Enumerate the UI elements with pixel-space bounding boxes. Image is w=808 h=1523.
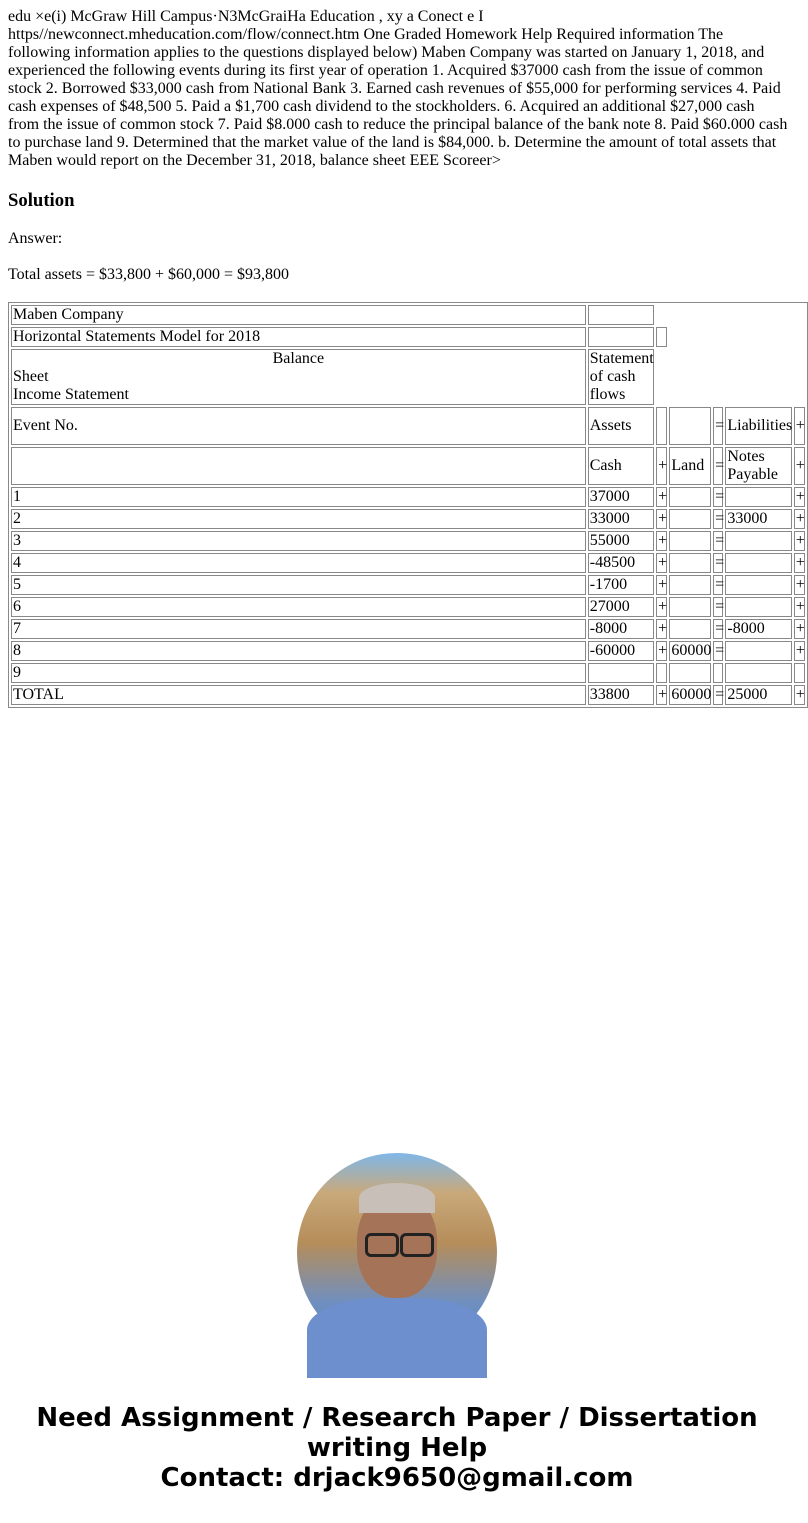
equals-sign: = (713, 447, 723, 485)
sheet-label: Sheet (13, 368, 49, 385)
liabilities-header: Liabilities (725, 407, 791, 445)
table-row (11, 685, 805, 705)
cell-notes-payable: 33000 (725, 509, 791, 529)
cell-notes-payable (725, 487, 791, 507)
cell-plus (794, 663, 805, 683)
cell-plus: + (658, 642, 668, 659)
cell-land (669, 597, 711, 617)
content (8, 8, 805, 708)
cell-cash: 37000 (588, 487, 654, 507)
cell-event-no: 4 (11, 553, 586, 573)
cell-plus: + (658, 686, 668, 703)
table-row (11, 487, 805, 507)
question-text: edu ×e(i) McGraw Hill Campus·N3McGraiHa Education , xy a Conect e I https//newconnect.mheducation.com/flow/connect.htm One Graded Homework Help Required information The following information applies to the questions displayed below) Maben Company was started on January 1, 2018, and experienced the following events during its first year of operation 1. Acquired $37000 cash from the issue of common stock 2. Borrowed $33,000 cash from National Bank 3. Earned cash revenues of $55,000 for performing services 4. Paid cash expenses of $48,500 5. Paid a $1,700 cash dividend to the stockholders. 6. Acquired an additional $27,000 cash from the issue of common stock 7. Paid $8.000 cash to reduce the principal balance of the bank note 8. Paid $60.000 cash to purchase land 9. Determined that the market value of the land is $84,000. b. Determine the amount of total assets that Maben would report on the December 31, 2018, balance sheet EEE Scoreer> (8, 8, 788, 169)
land-header: Land (669, 447, 711, 485)
cell-cash: -8000 (588, 619, 654, 639)
cell-equals: = (715, 554, 725, 571)
cell-plus: + (795, 532, 805, 549)
table-row (11, 509, 805, 529)
cell-notes-payable (725, 575, 791, 595)
cashflow-cell: Statement of cash flows (589, 350, 654, 403)
author-photo (297, 1153, 497, 1353)
cell-event-no: 8 (11, 641, 586, 661)
cell-plus: + (795, 620, 805, 637)
cell-land: 60000 (671, 686, 712, 703)
answer-label: Answer: (8, 230, 63, 247)
cell-plus: + (658, 576, 668, 593)
cell-land (669, 509, 711, 529)
cell-land (669, 663, 711, 683)
cell-equals: = (715, 532, 725, 549)
cell-equals: = (715, 488, 725, 505)
cash-header: Cash (588, 447, 654, 485)
cell-event-no: 3 (11, 531, 586, 551)
table-row (11, 597, 805, 617)
cell-cash: -60000 (588, 641, 654, 661)
assets-header: Assets (588, 407, 654, 445)
cell-notes-payable (725, 597, 791, 617)
cell-cash: -1700 (588, 575, 654, 595)
cell-notes-payable (725, 553, 791, 573)
income-label: Income Statement (13, 386, 129, 403)
cell-event-no: 6 (11, 597, 586, 617)
cell-land: 60000 (671, 642, 712, 659)
cell-equals: = (715, 642, 725, 659)
cell-notes-payable: 25000 (725, 685, 791, 705)
table-row (11, 641, 805, 661)
footer-ad (0, 1403, 794, 1493)
cell-cash: -48500 (588, 553, 654, 573)
table-row (11, 575, 805, 595)
plus-sign: + (656, 447, 667, 485)
balance-label: Balance (272, 350, 325, 367)
cell-plus: + (658, 488, 668, 505)
cell-event-no: 9 (11, 663, 586, 683)
cell-plus: + (795, 576, 805, 593)
table-row (11, 531, 805, 551)
cell-land (669, 619, 711, 639)
plus-sign: + (794, 447, 805, 485)
cell-event-no: 2 (11, 509, 586, 529)
equals-sign: = (713, 407, 723, 445)
subtitle-cell: Horizontal Statements Model for 2018 (11, 327, 586, 347)
cell-land (669, 575, 711, 595)
statement-labels-cell (11, 349, 586, 405)
cell-notes-payable (725, 663, 791, 683)
cell-plus: + (795, 642, 805, 659)
event-header: Event No. (11, 407, 586, 445)
cell-plus: + (658, 598, 668, 615)
cell-notes-payable (725, 641, 791, 661)
notes-payable-header: Notes Payable (725, 447, 791, 485)
cell-plus: + (658, 510, 668, 527)
cell-land (669, 487, 711, 507)
cell-equals: = (715, 686, 725, 703)
cell-land (669, 553, 711, 573)
cell-cash: 33800 (588, 685, 654, 705)
cell-equals: = (715, 620, 725, 637)
cell-land (669, 531, 711, 551)
footer-contact: Contact: drjack9650@gmail.com (160, 1463, 634, 1493)
cell-plus: + (795, 554, 805, 571)
cell-cash: 55000 (588, 531, 654, 551)
company-cell: Maben Company (11, 305, 586, 325)
table-row (11, 553, 805, 573)
footer-line-1: Need Assignment / Research Paper / Dissertation writing Help (36, 1403, 758, 1463)
cell-cash: 27000 (588, 597, 654, 617)
cell-equals: = (715, 598, 725, 615)
cell-plus: + (795, 488, 805, 505)
table-row (11, 619, 805, 639)
cell-equals (713, 663, 723, 683)
cell-notes-payable: -8000 (725, 619, 791, 639)
cell-cash (588, 663, 654, 683)
cell-plus: + (658, 532, 668, 549)
plus-sign: + (794, 407, 805, 445)
cell-plus: + (658, 554, 668, 571)
cell-event-no: TOTAL (11, 685, 586, 705)
cell-cash: 33000 (588, 509, 654, 529)
cell-equals: = (715, 576, 725, 593)
statements-model-table (8, 302, 808, 708)
solution-heading: Solution (8, 190, 75, 211)
cell-event-no: 5 (11, 575, 586, 595)
cell-plus: + (658, 620, 668, 637)
cell-plus: + (795, 598, 805, 615)
cell-event-no: 7 (11, 619, 586, 639)
cell-equals: = (715, 510, 725, 527)
cell-event-no: 1 (11, 487, 586, 507)
cell-plus: + (795, 510, 805, 527)
cell-plus (656, 663, 667, 683)
answer-text: Total assets = $33,800 + $60,000 = $93,800 (8, 266, 290, 283)
cell-notes-payable (725, 531, 791, 551)
table-row (11, 663, 805, 683)
cell-plus: + (795, 686, 805, 703)
